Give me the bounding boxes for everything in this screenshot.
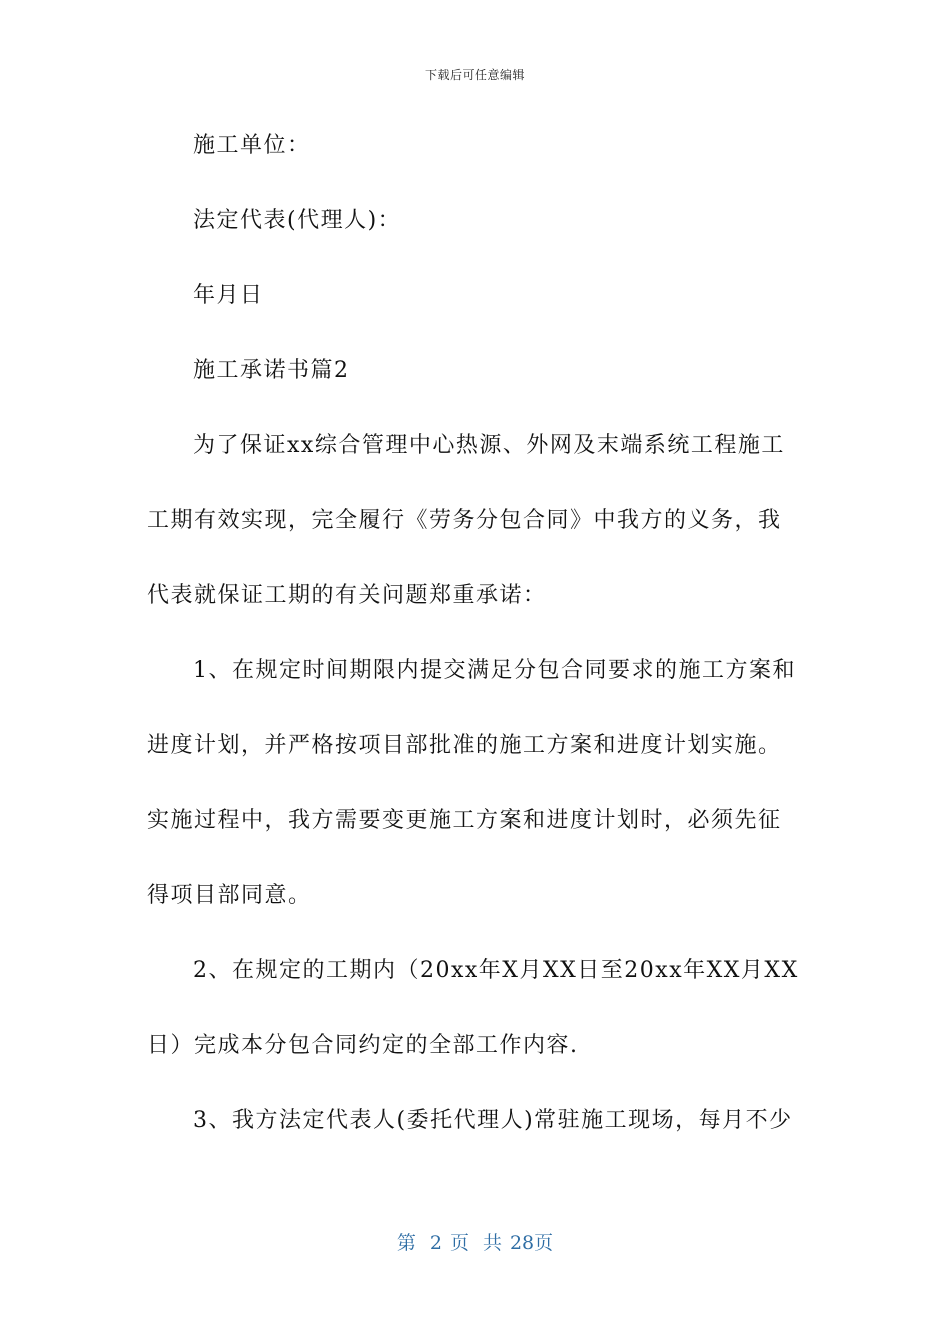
section-title: 施工承诺书篇2 (193, 358, 350, 383)
text-line: 2、在规定的工期内（20xx年X月XX日至20xx年XX月XX (193, 958, 799, 983)
text-line: 代表就保证工期的有关问题郑重承诺： (147, 583, 547, 608)
text-line: 日）完成本分包合同约定的全部工作内容. (147, 1033, 579, 1058)
text-line: 3、我方法定代表人(委托代理人)常驻施工现场，每月不少 (193, 1108, 793, 1133)
footer-current-page: 2 (429, 1232, 442, 1254)
text-line: 为了保证xx综合管理中心热源、外网及末端系统工程施工 (193, 433, 785, 458)
text-line: 实施过程中，我方需要变更施工方案和进度计划时，必须先征 (147, 808, 782, 833)
page-footer (0, 1228, 950, 1255)
text-line: 工期有效实现，完全履行《劳务分包合同》中我方的义务，我 (147, 508, 782, 533)
footer-total-prefix: 共 (482, 1232, 502, 1254)
text-line: 施工单位： (193, 133, 311, 158)
page-header: 下载后可任意编辑 (424, 68, 525, 82)
footer-total-pages: 28页 (509, 1232, 554, 1254)
text-line: 法定代表(代理人)： (193, 208, 402, 233)
text-line: 得项目部同意。 (147, 883, 312, 908)
text-line: 进度计划，并严格按项目部批准的施工方案和进度计划实施。 (147, 733, 782, 758)
footer-prefix: 第 (396, 1232, 416, 1254)
text-line: 年月日 (193, 283, 264, 308)
footer-page-unit: 页 (449, 1232, 469, 1254)
text-line: 1、在规定时间期限内提交满足分包合同要求的施工方案和 (193, 658, 796, 683)
